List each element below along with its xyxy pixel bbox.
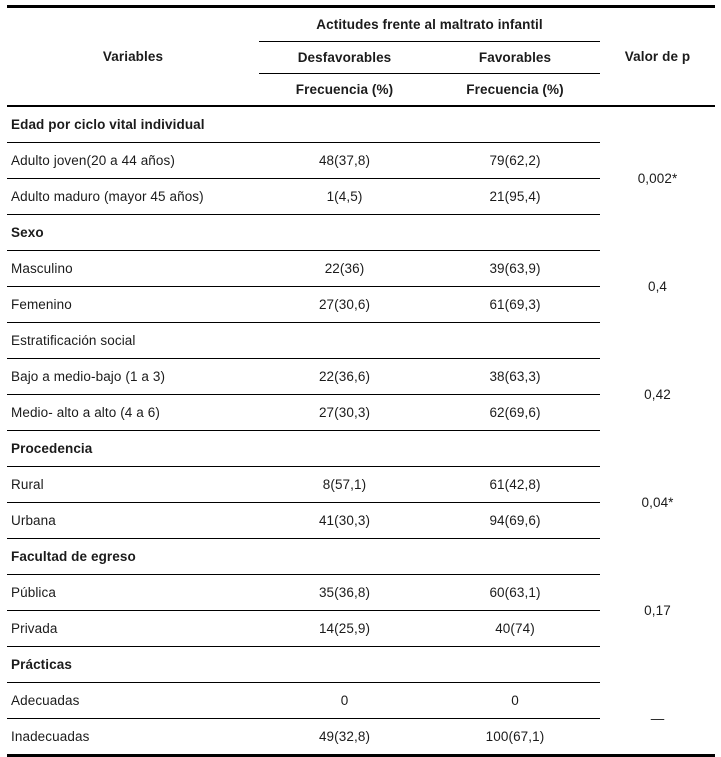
- desfavorables-cell: 49(32,8): [259, 719, 430, 756]
- data-row: [7, 359, 715, 395]
- desfavorables-cell: 22(36,6): [259, 359, 430, 395]
- p-spacer: [600, 647, 715, 683]
- favorables-cell: 62(69,6): [430, 395, 600, 431]
- results-table: [7, 5, 715, 757]
- section-row: [7, 106, 715, 143]
- p-value-cell: —: [650, 710, 665, 726]
- favorables-cell: 40(74): [430, 611, 600, 647]
- frequency-subheader: Frecuencia (%): [430, 74, 600, 107]
- p-spacer: [600, 323, 715, 359]
- data-row: [7, 683, 715, 719]
- row-label: Inadecuadas: [7, 719, 259, 756]
- section-row: [7, 647, 715, 683]
- row-label: Bajo a medio-bajo (1 a 3): [7, 359, 259, 395]
- frequency-subheader: Frecuencia (%): [259, 74, 430, 107]
- p-value-cell: 0,4: [647, 279, 668, 294]
- section-row: [7, 431, 715, 467]
- desfavorables-cell: 27(30,6): [259, 287, 430, 323]
- p-spacer: [600, 215, 715, 251]
- data-row: [7, 251, 715, 287]
- p-spacer: [600, 431, 715, 467]
- favorables-cell: 94(69,6): [430, 503, 600, 539]
- favorables-cell: 100(67,1): [430, 719, 600, 756]
- row-label: Pública: [7, 575, 259, 611]
- p-value-cell: 0,42: [644, 387, 671, 402]
- row-label: Femenino: [7, 287, 259, 323]
- section-header: Procedencia: [7, 431, 600, 467]
- p-spacer: [600, 539, 715, 575]
- group-title-header: Actitudes frente al maltrato infantil: [259, 7, 600, 42]
- favorables-header: Favorables: [430, 42, 600, 74]
- p-value-cell: 0,04*: [641, 495, 674, 510]
- desfavorables-header: Desfavorables: [259, 42, 430, 74]
- row-label: Medio- alto a alto (4 a 6): [7, 395, 259, 431]
- section-header: Estratificación social: [7, 323, 600, 359]
- p-spacer: [600, 106, 715, 143]
- favorables-cell: 21(95,4): [430, 179, 600, 215]
- data-row: [7, 143, 715, 179]
- section-row: [7, 323, 715, 359]
- row-label: Adulto joven(20 a 44 años): [7, 143, 259, 179]
- desfavorables-cell: 22(36): [259, 251, 430, 287]
- section-header: Sexo: [7, 215, 600, 251]
- favorables-cell: 61(42,8): [430, 467, 600, 503]
- desfavorables-cell: 8(57,1): [259, 467, 430, 503]
- desfavorables-cell: 41(30,3): [259, 503, 430, 539]
- data-row: [7, 467, 715, 503]
- row-label: Privada: [7, 611, 259, 647]
- section-header: Prácticas: [7, 647, 600, 683]
- favorables-cell: 39(63,9): [430, 251, 600, 287]
- favorables-cell: 60(63,1): [430, 575, 600, 611]
- p-value-cell: 0,002*: [637, 171, 678, 186]
- favorables-cell: 79(62,2): [430, 143, 600, 179]
- desfavorables-cell: 35(36,8): [259, 575, 430, 611]
- variables-header: Variables: [7, 7, 259, 107]
- desfavorables-cell: 1(4,5): [259, 179, 430, 215]
- row-label: Urbana: [7, 503, 259, 539]
- section-header: Edad por ciclo vital individual: [7, 106, 600, 143]
- desfavorables-cell: 48(37,8): [259, 143, 430, 179]
- p-value-cell: 0,17: [644, 603, 671, 618]
- desfavorables-cell: 14(25,9): [259, 611, 430, 647]
- desfavorables-cell: 0: [259, 683, 430, 719]
- p-value-header: Valor de p: [600, 7, 715, 107]
- row-label: Masculino: [7, 251, 259, 287]
- favorables-cell: 38(63,3): [430, 359, 600, 395]
- row-label: Adulto maduro (mayor 45 años): [7, 179, 259, 215]
- favorables-cell: 61(69,3): [430, 287, 600, 323]
- table-header: [7, 7, 715, 107]
- section-row: [7, 215, 715, 251]
- table-body: [7, 106, 715, 756]
- row-label: Adecuadas: [7, 683, 259, 719]
- row-label: Rural: [7, 467, 259, 503]
- header-row-1: [7, 7, 715, 42]
- favorables-cell: 0: [430, 683, 600, 719]
- section-header: Facultad de egreso: [7, 539, 600, 575]
- data-row: [7, 575, 715, 611]
- desfavorables-cell: 27(30,3): [259, 395, 430, 431]
- section-row: [7, 539, 715, 575]
